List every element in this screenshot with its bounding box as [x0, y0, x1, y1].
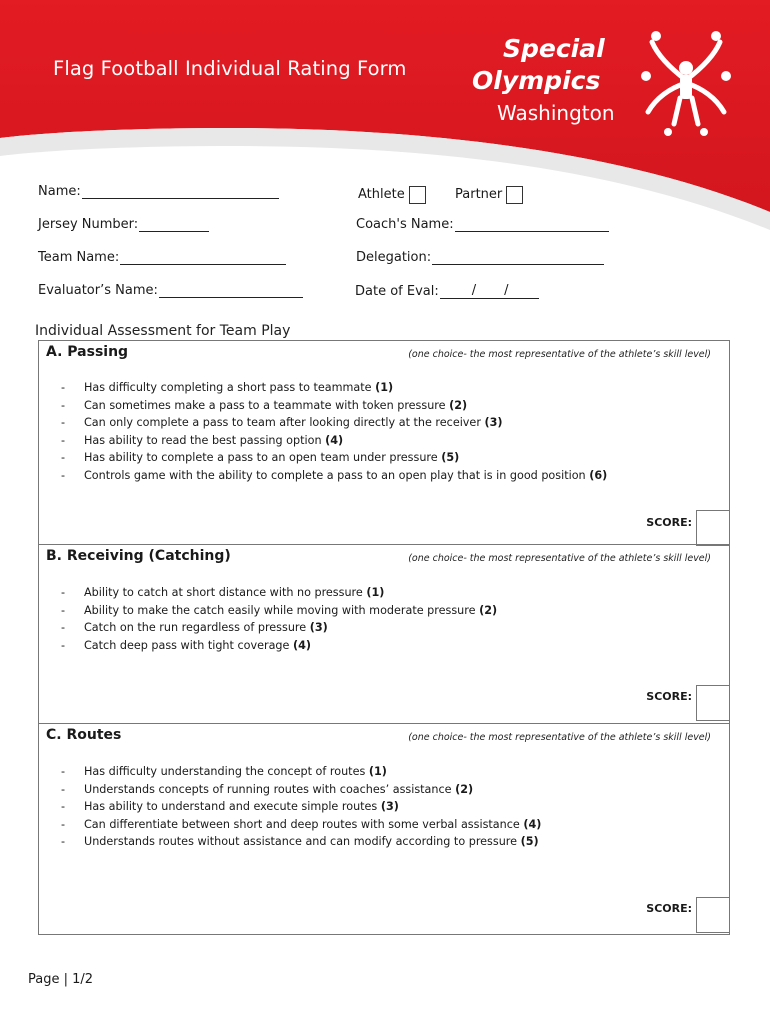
- date-month-line[interactable]: [440, 284, 472, 299]
- score-input-box[interactable]: [696, 510, 729, 546]
- delegation-line[interactable]: [432, 250, 604, 265]
- coaches-name-label: Coach's Name:: [356, 217, 454, 232]
- jersey-number-label: Jersey Number:: [38, 217, 139, 232]
- date-separator: /: [504, 283, 509, 298]
- delegation-label: Delegation:: [356, 250, 432, 265]
- list-item: - Can differentiate between short and deep routes with some verbal assistance (4): [61, 817, 542, 831]
- logo-text-olympics: Olympics: [472, 66, 601, 95]
- coaches-name-line[interactable]: [455, 217, 609, 232]
- panel-heading: A. Passing: [46, 344, 129, 360]
- list-item: - Catch deep pass with tight coverage (4): [61, 638, 311, 652]
- score-label: SCORE:: [646, 516, 692, 529]
- name-field[interactable]: [38, 184, 279, 199]
- athlete-label: Athlete: [358, 187, 405, 202]
- list-item: - Has ability to complete a pass to an open team under pressure (5): [61, 451, 460, 464]
- partner-checkbox-group: [455, 184, 523, 202]
- list-item: - Understands concepts of running routes with coaches’ assistance (2): [61, 782, 474, 796]
- team-name-label: Team Name:: [38, 250, 120, 265]
- list-item: - Understands routes without assistance and can modify according to pressure (5): [61, 835, 539, 848]
- section-title: Individual Assessment for Team Play: [35, 323, 291, 339]
- jersey-number-line[interactable]: [139, 217, 209, 232]
- athlete-checkbox-group: [358, 184, 426, 202]
- date-of-eval-label: Date of Eval:: [355, 284, 439, 299]
- score-input-box[interactable]: [696, 685, 729, 721]
- date-of-eval-field[interactable]: [355, 283, 539, 299]
- date-separator: /: [471, 283, 477, 298]
- special-olympics-logo-icon: [640, 28, 732, 138]
- list-item: - Has ability to understand and execute simple routes (3): [61, 800, 399, 813]
- form-title: Flag Football Individual Rating Form: [53, 57, 407, 80]
- date-year-line[interactable]: [509, 284, 539, 299]
- name-line[interactable]: [82, 184, 279, 199]
- list-item: - Ability to make the catch easily while moving with moderate pressure (2): [61, 603, 498, 617]
- list-item: - Has difficulty completing a short pass to teammate (1): [61, 381, 394, 394]
- team-name-field[interactable]: [38, 250, 286, 265]
- list-item: - Has difficulty understanding the concept of routes (1): [61, 765, 387, 778]
- list-item: - Can sometimes make a pass to a teammate with token pressure (2): [61, 398, 468, 412]
- score-label: SCORE:: [646, 690, 692, 703]
- list-item: - Has ability to read the best passing option (4): [61, 433, 344, 447]
- score-input-box[interactable]: [696, 897, 729, 933]
- partner-checkbox[interactable]: [506, 186, 523, 204]
- routes-list: [39, 763, 541, 851]
- logo-text-special: Special: [503, 34, 605, 63]
- list-item: - Catch on the run regardless of pressure (3): [61, 621, 328, 634]
- team-name-line[interactable]: [120, 250, 286, 265]
- receiving-list: [39, 584, 497, 654]
- panel-note: (one choice- the most representative of the athlete’s skill level): [408, 349, 711, 360]
- evaluators-name-label: Evaluator’s Name:: [38, 283, 158, 298]
- score-label: SCORE:: [646, 902, 692, 915]
- panel-routes: [38, 723, 730, 935]
- date-day-line[interactable]: [476, 284, 504, 299]
- panel-note: (one choice- the most representative of the athlete’s skill level): [408, 553, 711, 564]
- passing-list: [39, 379, 607, 484]
- partner-label: Partner: [455, 187, 503, 202]
- evaluators-name-line[interactable]: [159, 283, 303, 298]
- jersey-number-field[interactable]: [38, 217, 209, 232]
- list-item: - Can only complete a pass to team after looking directly at the receiver (3): [61, 416, 503, 429]
- list-item: - Ability to catch at short distance with no pressure (1): [61, 586, 385, 599]
- list-item: - Controls game with the ability to complete a pass to an open play that is in good position (6): [61, 468, 608, 482]
- name-label: Name:: [38, 184, 81, 199]
- panel-passing: [38, 340, 730, 545]
- athlete-checkbox[interactable]: [409, 186, 426, 204]
- panel-heading: B. Receiving (Catching): [46, 548, 231, 564]
- panel-note: (one choice- the most representative of the athlete’s skill level): [408, 732, 711, 743]
- evaluators-name-field[interactable]: [38, 283, 303, 298]
- logo-text-washington: Washington: [497, 101, 615, 125]
- panel-receiving: [38, 544, 730, 724]
- coaches-name-field[interactable]: [356, 217, 609, 232]
- page-number: Page | 1/2: [28, 972, 94, 987]
- panel-heading: C. Routes: [46, 727, 122, 743]
- delegation-field[interactable]: [356, 250, 604, 265]
